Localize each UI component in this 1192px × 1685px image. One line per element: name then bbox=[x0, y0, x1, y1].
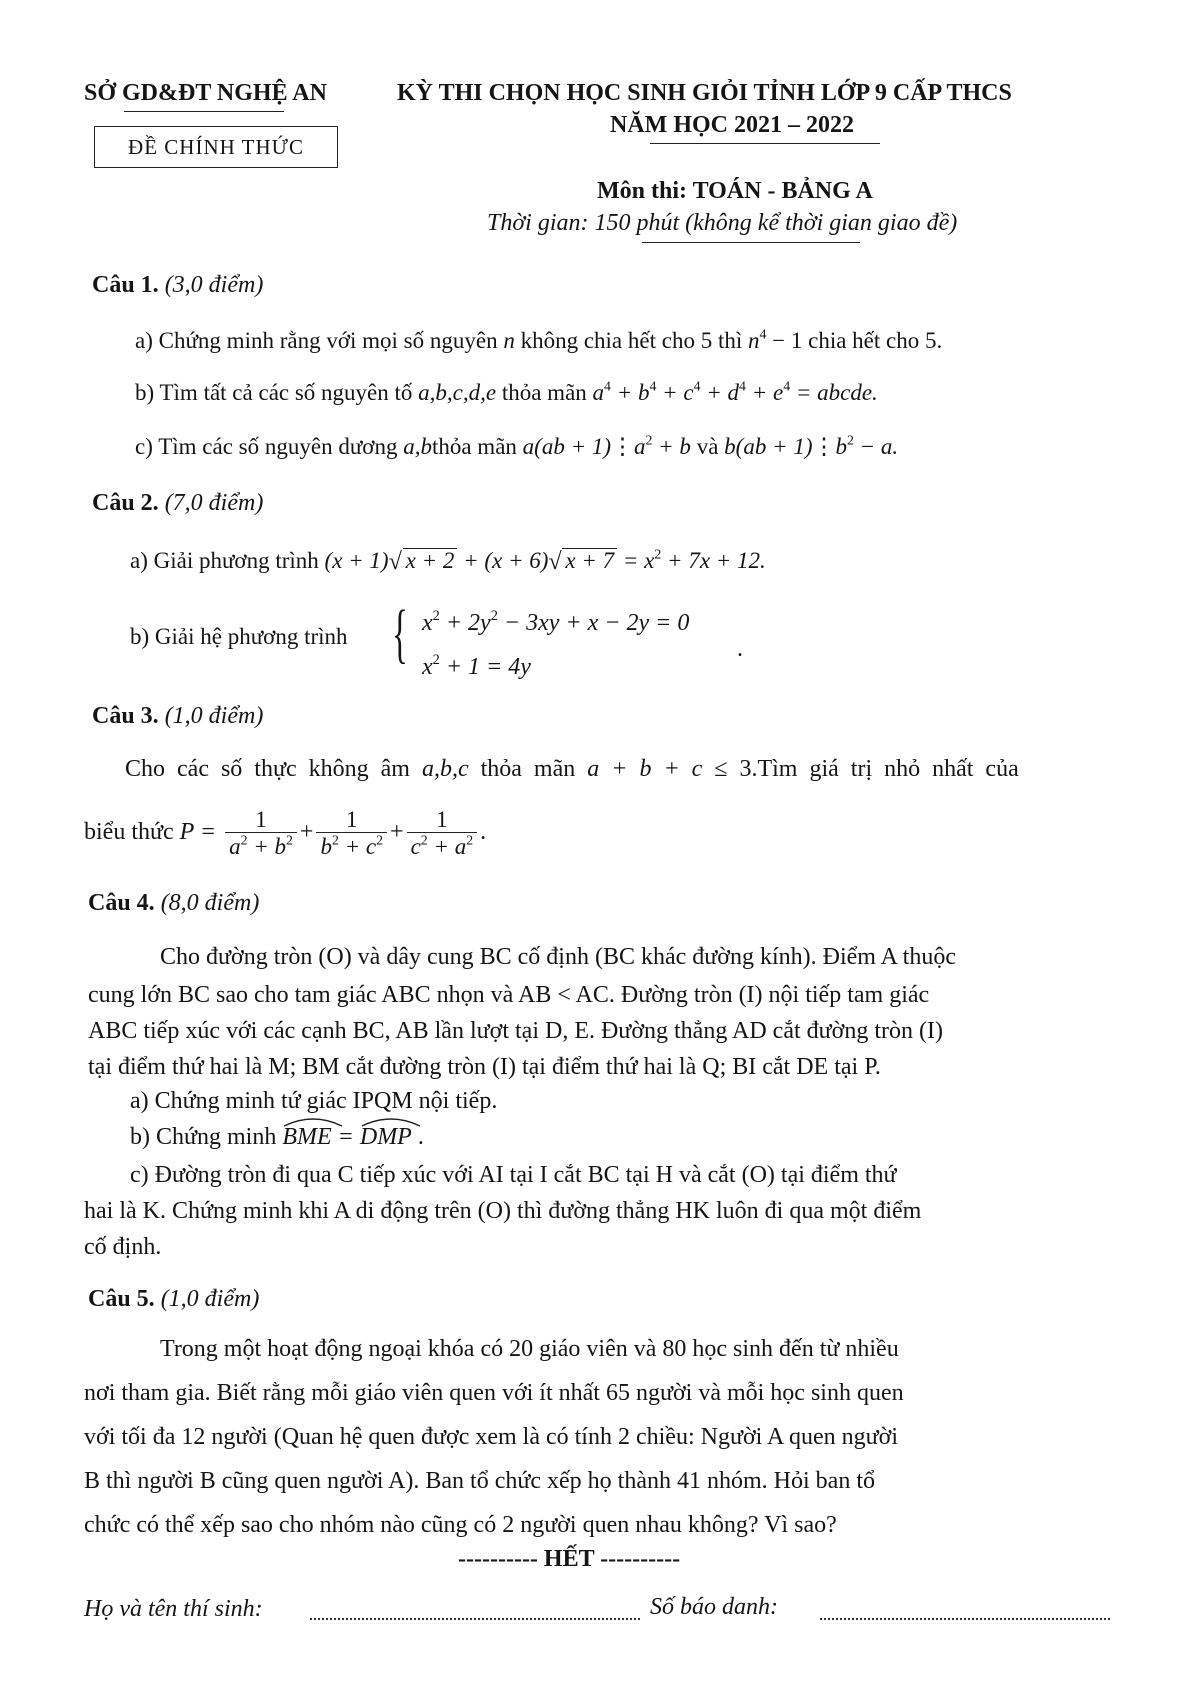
q2-part-b: b) Giải hệ phương trình bbox=[130, 624, 348, 649]
q4-line2: cung lớn BC sao cho tam giác ABC nhọn và AB < AC. Đường tròn (I) nội tiếp tam giác bbox=[88, 982, 930, 1008]
q1-part-a: a) Chứng minh rằng với mọi số nguyên n không chia hết cho 5 thì $n^4 - 1$ chia hết cho 5. bbox=[135, 326, 943, 353]
q4-line1: Cho đường tròn (O) và dây cung BC cố định (BC khác đường kính). Điểm A thuộc bbox=[160, 944, 956, 970]
q3-line2: biểu thức P = $\frac{1}{a^2 + b^2}$ + $\frac{1}{b^2 + c^2}$ + $\frac{1}{c^2 + a^2}$ . bbox=[84, 807, 487, 860]
candidate-name-label: Họ và tên thí sinh: bbox=[84, 1596, 263, 1622]
exam-title: KỲ THI CHỌN HỌC SINH GIỎI TỈNH LỚP 9 CẤP THCS bbox=[397, 80, 1012, 106]
official-label: ĐỀ CHÍNH THỨC bbox=[128, 135, 304, 159]
end-mark: ---------- HẾT ---------- bbox=[458, 1546, 681, 1572]
duration: Thời gian: 150 phút (không kể thời gian giao đề) bbox=[487, 210, 958, 236]
q4-part-c-line3: cố định. bbox=[84, 1234, 162, 1260]
q3-line1: Cho các số thực không âm a,b,c thỏa mãn a + b + c ≤ 3.Tìm giá trị nhỏ nhất của bbox=[125, 756, 1019, 782]
q1-heading: Câu 1. (3,0 điểm) bbox=[92, 272, 264, 298]
q2-heading: Câu 2. (7,0 điểm) bbox=[92, 490, 264, 516]
q4-heading: Câu 4. (8,0 điểm) bbox=[88, 890, 260, 916]
subject: Môn thi: TOÁN - BẢNG A bbox=[597, 178, 873, 204]
q3-heading: Câu 3. (1,0 điểm) bbox=[92, 703, 264, 729]
q2-equation-system: { $x^2 + 2y^2 - 3xy + x - 2y = 0$ $x^2 + 1 = 4y$ . bbox=[392, 597, 743, 680]
department-underline bbox=[124, 111, 284, 112]
candidate-name-line bbox=[310, 1618, 640, 1620]
q2-part-a: a) Giải phương trình (x + 1) √ x + 2 + (x + 6) √ $x + 7 = x^2 + 7x + 12$. bbox=[130, 546, 766, 575]
q4-part-b: b) Chứng minh BME = DMP . bbox=[130, 1124, 424, 1151]
school-year-underline bbox=[650, 143, 880, 144]
candidate-id-label: Số báo danh: bbox=[650, 1594, 778, 1620]
q5-line5: chức có thể xếp sao cho nhóm nào cũng có 2 người quen nhau không? Vì sao? bbox=[84, 1512, 837, 1538]
q5-heading: Câu 5. (1,0 điểm) bbox=[88, 1286, 260, 1312]
q1-part-b: b) Tìm tất cả các số nguyên tố a,b,c,d,e thỏa mãn $a^4 + b^4 + c^4 + d^4 + e^4$ = abcde. bbox=[135, 378, 878, 405]
q5-line3: với tối đa 12 người (Quan hệ quen được xem là có tính 2 chiều: Người A quen người bbox=[84, 1424, 899, 1450]
q1-part-c: c) Tìm các số nguyên dương a,bthỏa mãn $a(ab + 1)⋮a^2 + b$ và $b(ab + 1)⋮b^2 - a$. bbox=[135, 432, 899, 459]
school-year: NĂM HỌC 2021 – 2022 bbox=[610, 112, 854, 138]
q4-part-c-line2: hai là K. Chứng minh khi A di động trên (O) thì đường thẳng HK luôn đi qua một điểm bbox=[84, 1198, 922, 1224]
candidate-id-line bbox=[820, 1618, 1110, 1620]
department-name: SỞ GD&ĐT NGHỆ AN bbox=[84, 80, 327, 106]
q5-line2: nơi tham gia. Biết rằng mỗi giáo viên quen với ít nhất 65 người và mỗi học sinh quen bbox=[84, 1380, 904, 1406]
q4-part-c-line1: c) Đường tròn đi qua C tiếp xúc với AI tại I cắt BC tại H và cắt (O) tại điểm thứ bbox=[130, 1162, 897, 1188]
q4-line3: ABC tiếp xúc với các cạnh BC, AB lần lượt tại D, E. Đường thẳng AD cắt đường tròn (I) bbox=[88, 1018, 943, 1044]
q5-line4: B thì người B cũng quen người A). Ban tổ chức xếp họ thành 41 nhóm. Hỏi ban tổ bbox=[84, 1468, 875, 1494]
q4-part-a: a) Chứng minh tứ giác IPQM nội tiếp. bbox=[130, 1088, 498, 1114]
duration-underline bbox=[642, 242, 860, 243]
q4-line4: tại điểm thứ hai là M; BM cắt đường tròn (I) tại điểm thứ hai là Q; BI cắt DE tại P. bbox=[88, 1054, 881, 1080]
q5-line1: Trong một hoạt động ngoại khóa có 20 giáo viên và 80 học sinh đến từ nhiều bbox=[160, 1336, 899, 1362]
official-exam-box bbox=[94, 126, 338, 168]
